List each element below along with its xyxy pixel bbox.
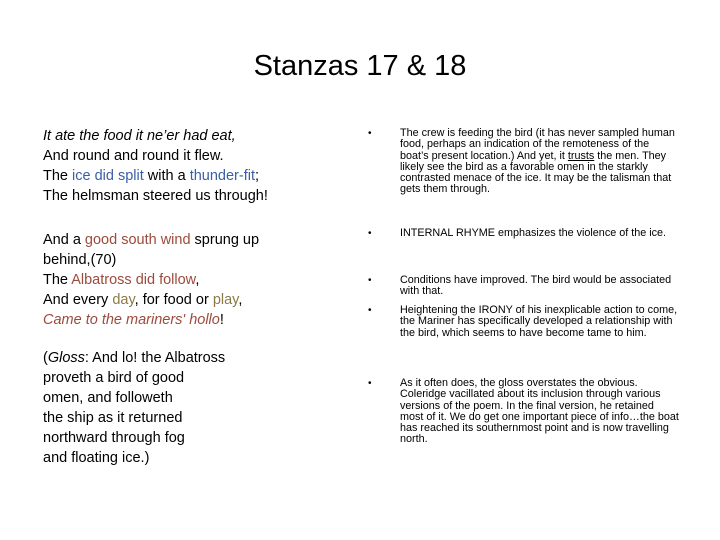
poem-line: It ate the food it ne’er had eat, [43, 128, 236, 144]
highlight-good-south-wind: good south wind [84, 232, 191, 248]
poem-line [43, 348, 225, 368]
bullet-icon: • [368, 378, 372, 389]
poem-line: behind,(70) [43, 252, 117, 268]
text: The crew is feeding the bird (it has never sampled human food, perhaps an indication of the remoteness of the boat’s present location.) And yet, it [400, 127, 675, 162]
bullet-icon: • [368, 305, 372, 316]
gloss [43, 348, 225, 468]
bullet-icon: • [368, 128, 372, 139]
highlight-mariners-hollo: Came to the mariners' hollo [43, 312, 220, 328]
bullet-text: Heightening the IRONY of his inexplicable action to come, the Mariner has specifically developed a relationship with the bird, which seems to have become tame to him. [400, 304, 678, 339]
bullet-icon: • [368, 275, 372, 286]
poem-line: and floating ice.) [43, 450, 150, 466]
text: , [195, 272, 200, 288]
text: sprung up [190, 232, 260, 248]
bullet-text: INTERNAL RHYME emphasizes the violence of the ice. [400, 227, 667, 239]
text: with a [143, 168, 190, 184]
bullet-text: As it often does, the gloss overstates the obvious. Coleridge vacillated about its inclusion through various versions of the poem. In the final version, he retained most of it. We do get one important piece of info…the boat has reached its southernmost point and is now travelling north. [400, 377, 679, 446]
text: ! [219, 312, 224, 328]
poem-line [43, 290, 259, 310]
stanza-18 [43, 230, 259, 330]
underlined-word: trusts [567, 149, 595, 162]
bullet-text [400, 128, 680, 196]
poem-line [43, 230, 259, 250]
highlight-play: play [212, 292, 239, 308]
poem-line: The helmsman steered us through! [43, 188, 268, 204]
text: , [238, 292, 243, 308]
poem-line: the ship as it returned [43, 410, 183, 426]
text: : And lo! the Albatross [84, 350, 226, 366]
text: ; [254, 168, 260, 184]
text: The [43, 272, 72, 288]
text: ( [43, 350, 48, 366]
poem-line [43, 310, 259, 330]
poem-line: omen, and followeth [43, 390, 173, 406]
poem-line: And round and round it flew. [43, 148, 224, 164]
poem-line: proveth a bird of good [43, 370, 185, 386]
stanza-17 [43, 126, 268, 206]
highlight-thunder-fit: thunder-fit [189, 168, 255, 184]
poem-line: northward through fog [43, 430, 185, 446]
text: The [43, 168, 73, 184]
text: the men. They likely see the bird as a favorable omen in the starkly contrasted menace of the ice. It may be the talisman that gets them through. [400, 149, 672, 196]
poem-line [43, 166, 268, 186]
slide-title: Stanzas 17 & 18 [253, 50, 467, 82]
text: , for food or [134, 292, 213, 308]
bullet-text: Conditions have improved. The bird would be associated with that. [400, 274, 672, 298]
highlight-albatross-did-follow: Albatross did follow [71, 272, 196, 288]
text: And every [43, 292, 113, 308]
bullet-icon: • [368, 228, 372, 239]
highlight-day: day [112, 292, 135, 308]
text: And a [43, 232, 85, 248]
highlight-ice-did-split: ice did split [72, 168, 144, 184]
gloss-label: Gloss [47, 350, 85, 366]
poem-line [43, 270, 259, 290]
